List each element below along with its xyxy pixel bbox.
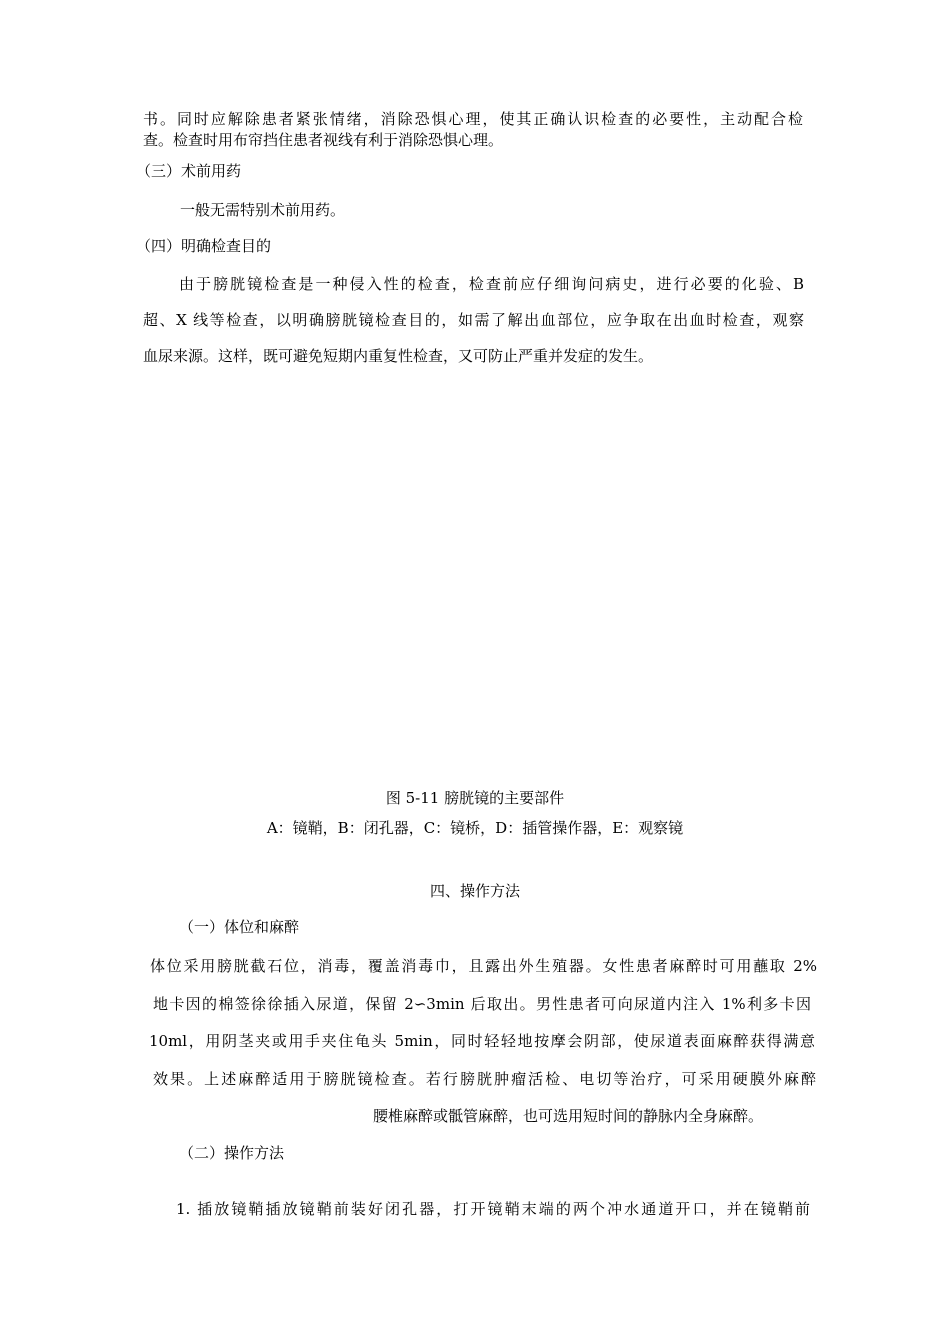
section-heading: （四）明确检查目的 <box>136 237 272 255</box>
paragraph-line: 查。检查时用布帘挡住患者视线有利于消除恐惧心理。 <box>143 131 504 149</box>
paragraph-line: 书。同时应解除患者紧张情绪，消除恐惧心理，使其正确认识检查的必要性，主动配合检 <box>143 110 803 128</box>
paragraph-line: 1. 插放镜鞘插放镜鞘前装好闭孔器，打开镜鞘末端的两个冲水通道开口，并在镜鞘前 <box>176 1200 810 1218</box>
sub-heading: （一）体位和麻醉 <box>179 918 300 936</box>
sub-heading: （二）操作方法 <box>179 1144 285 1162</box>
figure-legend: A：镜鞘，B：闭孔器，C：镜桥，D：插管操作器，E：观察镜 <box>266 819 684 837</box>
section-heading: （三）术前用药 <box>136 162 242 180</box>
paragraph-line: 地卡因的棉签徐徐插入尿道，保留 2∽3min 后取出。男性患者可向尿道内注入 1%利多卡因 <box>153 995 811 1013</box>
section-title: 四、操作方法 <box>429 882 520 900</box>
paragraph-line: 超、X 线等检查，以明确膀胱镜检查目的，如需了解出血部位，应争取在出血时检查，观察 <box>143 311 804 329</box>
paragraph-line: 由于膀胱镜检查是一种侵入性的检查，检查前应仔细询问病史，进行必要的化验、B <box>179 275 804 293</box>
paragraph-line: 血尿来源。这样，既可避免短期内重复性检查，又可防止严重并发症的发生。 <box>143 347 654 365</box>
paragraph-line: 一般无需特别术前用药。 <box>180 201 346 219</box>
paragraph-line: 效果。上述麻醉适用于膀胱镜检查。若行膀胱肿瘤活检、电切等治疗，可采用硬膜外麻醉 <box>153 1070 816 1088</box>
paragraph-line: 10ml，用阴茎夹或用手夹住龟头 5min，同时轻轻地按摩会阴部，使尿道表面麻醉获得满意 <box>149 1032 815 1050</box>
paragraph-line: 腰椎麻醉或骶管麻醉，也可选用短时间的静脉内全身麻醉。 <box>373 1107 764 1125</box>
paragraph-line: 体位采用膀胱截石位，消毒，覆盖消毒巾，且露出外生殖器。女性患者麻醉时可用蘸取 2% <box>150 957 817 975</box>
figure-caption: 图 5-11 膀胱镜的主要部件 <box>385 789 565 807</box>
